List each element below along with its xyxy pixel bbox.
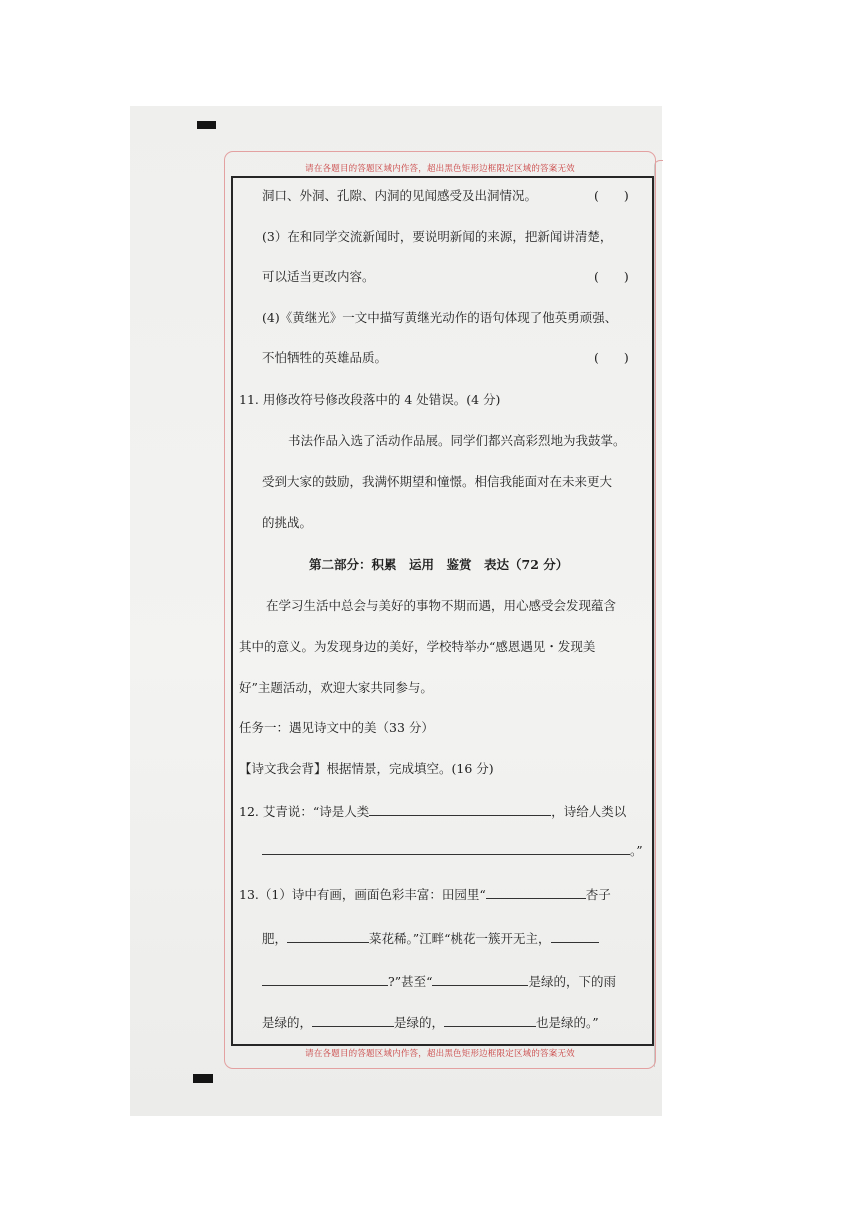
q13-blank-7[interactable] <box>444 1014 536 1027</box>
recitation-section-title: 【诗文我会背】根据情景，完成填空。(16 分) <box>239 761 494 776</box>
q13-blank-1[interactable] <box>486 886 586 899</box>
q13-prompt-2a: 肥， <box>262 931 288 946</box>
registration-mark-top <box>197 121 216 129</box>
part2-intro-line1: 在学习生活中总会与美好的事物不期而遇，用心感受会发现蕴含 <box>266 598 617 613</box>
q12-prompt-c: 。” <box>630 843 643 858</box>
q12-blank-2[interactable] <box>262 842 630 855</box>
q13-line4 <box>262 1014 599 1031</box>
q11-paragraph-line2: 受到大家的鼓励，我满怀期望和憧憬。相信我能面对在未来更大 <box>262 474 613 489</box>
q13-line3 <box>262 973 616 990</box>
q13-prompt-4b: 是绿的， <box>394 1015 445 1030</box>
q12-line2 <box>262 842 643 859</box>
q13-blank-5[interactable] <box>432 973 528 986</box>
q10-item3-line1: (3）在和同学交流新闻时，要说明新闻的来源，把新闻讲清楚， <box>262 229 613 244</box>
q10-item3-answer-parens[interactable]: ( ) <box>594 269 629 284</box>
q13-prompt-4a: 是绿的， <box>262 1015 313 1030</box>
q13-blank-6[interactable] <box>312 1014 394 1027</box>
registration-mark-bottom <box>193 1074 213 1083</box>
q10-item3-line2: 可以适当更改内容。 <box>262 269 375 284</box>
q13-blank-2[interactable] <box>287 930 369 943</box>
part2-heading: 第二部分：积累 运用 鉴赏 表达（72 分） <box>309 557 569 572</box>
answer-area-warning-bottom: 请在各题目的答题区域内作答，超出黑色矩形边框限定区域的答案无效 <box>305 1049 575 1059</box>
q13-prompt-2b: 菜花稀。”江畔“桃花一簇开无主， <box>369 931 551 946</box>
q10-item4-answer-parens[interactable]: ( ) <box>594 350 629 365</box>
q10-item4-line2: 不怕牺牲的英雄品质。 <box>262 350 388 365</box>
task1-title: 任务一：遇见诗文中的美（33 分） <box>239 720 434 735</box>
part2-intro-line2: 其中的意义。为发现身边的美好，学校特举办“感恩遇见・发现美 <box>239 639 596 654</box>
q10-item2-continuation: 洞口、外洞、孔隙、内洞的见闻感受及出洞情况。 <box>262 188 538 203</box>
q12-prompt-a: 12. 艾青说：“诗是人类 <box>239 804 370 819</box>
q12-blank-1[interactable] <box>369 803 551 816</box>
q13-line1 <box>239 886 611 903</box>
q11-prompt: 11. 用修改符号修改段落中的 4 处错误。(4 分) <box>239 392 501 407</box>
q13-prompt-3a: ?”甚至“ <box>388 974 433 989</box>
q13-blank-3[interactable] <box>551 930 599 943</box>
q10-item4-line1: (4)《黄继光》一文中描写黄继光动作的语句体现了他英勇顽强、 <box>262 310 618 325</box>
answer-area-warning-top: 请在各题目的答题区域内作答，超出黑色矩形边框限定区域的答案无效 <box>305 164 575 174</box>
part2-intro-line3: 好”主题活动，欢迎大家共同参与。 <box>239 680 433 695</box>
q13-line2 <box>262 930 599 947</box>
q12-prompt-b: ，诗给人类以 <box>551 804 627 819</box>
q11-paragraph-line3: 的挑战。 <box>262 515 313 530</box>
q13-blank-4[interactable] <box>262 973 388 986</box>
q13-prompt-4c: 也是绿的。” <box>536 1015 599 1030</box>
q12-line1 <box>239 803 626 820</box>
q13-prompt-1b: 杏子 <box>585 887 611 902</box>
q11-paragraph-line1: 书法作品入选了活动作品展。同学们都兴高彩烈地为我鼓掌。 <box>288 433 626 448</box>
q10-item2-answer-parens[interactable]: ( ) <box>594 188 629 203</box>
q13-prompt-1a: 13.（1）诗中有画，画面色彩丰富：田园里“ <box>239 887 486 902</box>
q13-prompt-3b: 是绿的，下的雨 <box>528 974 616 989</box>
